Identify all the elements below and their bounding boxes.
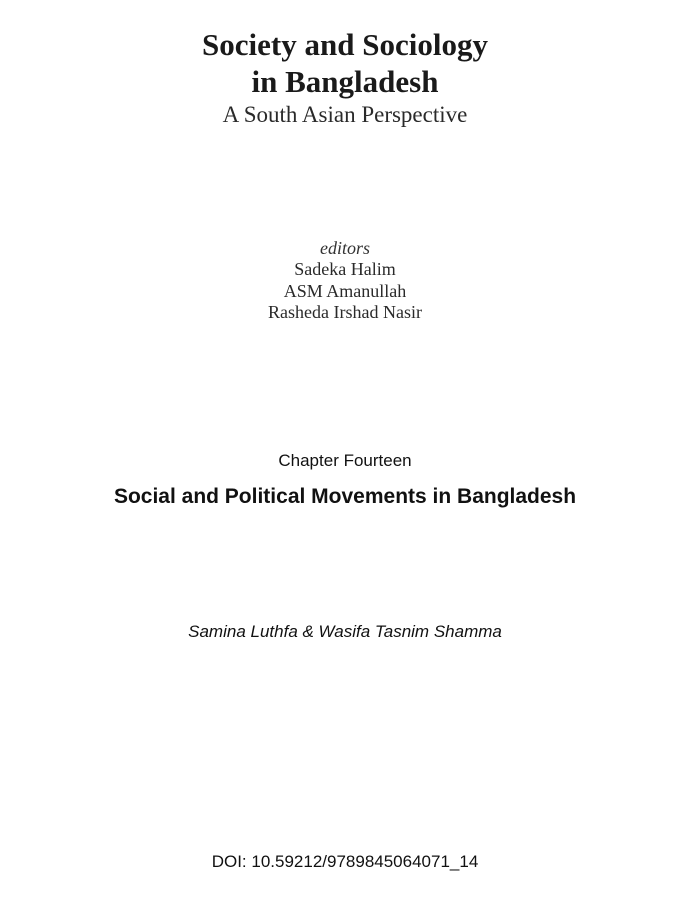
doi-text: DOI: 10.59212/9789845064071_14 (211, 852, 479, 871)
book-title-line-1: Society and Sociology (202, 27, 488, 62)
chapter-authors: Samina Luthfa & Wasifa Tasnim Shamma (188, 622, 502, 641)
editors-label: editors (319, 238, 370, 258)
chapter-number: Chapter Fourteen (278, 451, 412, 470)
editor-name: Rasheda Irshad Nasir (268, 302, 422, 322)
book-title-line-2: in Bangladesh (251, 64, 439, 99)
editor-name: Sadeka Halim (294, 259, 396, 279)
editor-name: ASM Amanullah (283, 281, 407, 301)
chapter-title: Social and Political Movements in Bangladesh (113, 485, 577, 508)
book-subtitle: A South Asian Perspective (222, 102, 468, 127)
